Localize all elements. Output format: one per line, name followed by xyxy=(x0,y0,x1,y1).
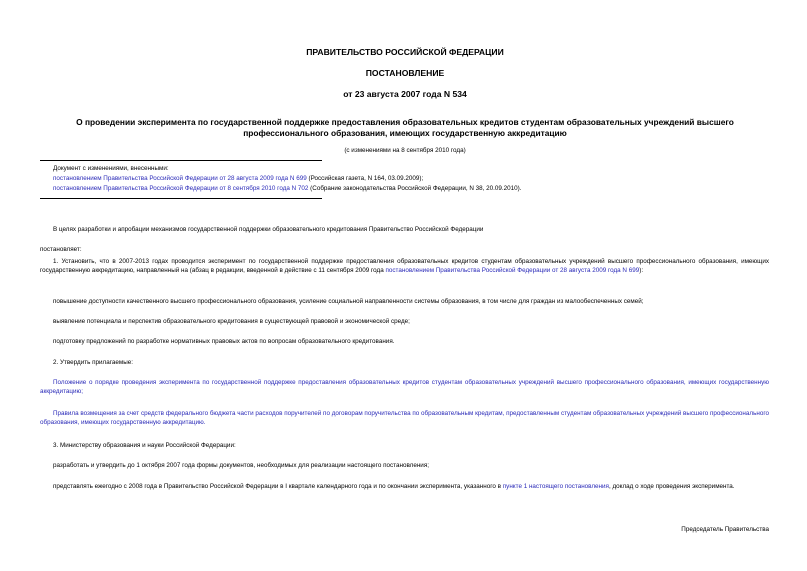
paragraph-3: 3. Министерству образования и науки Российской Федерации: xyxy=(53,442,236,449)
paragraph-3-b-link[interactable]: пункте 1 настоящего постановления xyxy=(502,483,609,490)
paragraph-1-text: 1. Установить, что в 2007-2013 годах проводится эксперимент по государственной поддержке предоставления образовательных кредитов студентам образовательных учреждений высшего профессионального образования, имеющих государственную аккредитацию, направленный на (абзац в редакции, введенной в действие с 11 сентября 2009 года xyxy=(40,258,769,274)
paragraph-2-b-link[interactable]: Правила возмещения за счет средств федерального бюджета части расходов поручителей по договорам поручительства по образовательным кредитам, предоставленным студентам образовательных учреждений высшего профессионального образования, имеющих государственную аккредитацию. xyxy=(40,410,769,426)
paragraph-2-a-link[interactable]: Положение о порядке проведения эксперимента по государственной поддержке предоставления образовательных кредитов студентам образовательных учреждений высшего профессионального образования, имеющих государственную аккредитацию; xyxy=(40,379,769,395)
document-title-line2: профессионального образования, имеющих государственную аккредитацию xyxy=(243,128,567,138)
paragraph-1-c: подготовку предложений по разработке нормативных правовых актов по вопросам образовательного кредитования. xyxy=(53,338,395,345)
paragraph-3-b-end: , доклад о ходе проведения эксперимента. xyxy=(608,483,735,490)
amendment-link-1[interactable]: постановлением Правительства Российской Федерации от 28 августа 2009 года N 699 xyxy=(53,175,307,182)
amendment-source-1: (Российская газета, N 164, 03.09.2009); xyxy=(306,175,424,182)
amendments-heading: Документ с изменениями, внесенными: xyxy=(53,165,169,172)
paragraph-3-a: разработать и утвердить до 1 октября 2007 года формы документов, необходимых для реализации настоящего постановления; xyxy=(53,462,429,469)
document-title-line1: О проведении эксперимента по государственной поддержке предоставления образовательных кредитов студентам образовательных учреждений высшего xyxy=(76,117,734,127)
paragraph-1-a: повышение доступности качественного высшего профессионального образования, усиление социальной направленности системы образования, в том числе для граждан из малообеспеченных семей; xyxy=(53,298,644,305)
amendment-link-2[interactable]: постановлением Правительства Российской Федерации от 8 сентября 2010 года N 702 xyxy=(53,185,309,192)
document-type: ПОСТАНОВЛЕНИЕ xyxy=(365,68,445,78)
government-heading: ПРАВИТЕЛЬСТВО РОССИЙСКОЙ ФЕДЕРАЦИИ xyxy=(306,47,504,57)
paragraph-1-b: выявление потенциала и перспектив образовательного кредитования в существующей правовой и экономической среде; xyxy=(53,318,410,325)
revision-note: (с изменениями на 8 сентября 2010 года) xyxy=(344,147,466,154)
intro-paragraph: В целях разработки и апробации механизмов государственной поддержки образовательного кредитования Правительство Российской Федерации xyxy=(53,226,484,233)
amendments-bottom-rule xyxy=(40,198,322,199)
paragraph-1 xyxy=(40,257,769,275)
paragraph-3-b-text: представлять ежегодно с 2008 года в Правительство Российской Федерации в I квартале календарного года и по окончании эксперимента, указанного в xyxy=(53,483,503,490)
document-date: от 23 августа 2007 года N 534 xyxy=(343,89,467,99)
amendment-item-1 xyxy=(53,174,423,183)
paragraph-3-b xyxy=(40,482,769,491)
amendment-item-2 xyxy=(53,184,522,193)
decree-word: постановляет: xyxy=(40,246,82,253)
paragraph-1-link[interactable]: постановлением Правительства Российской Федерации от 28 августа 2009 года N 699 xyxy=(385,267,640,274)
amendment-source-2: (Собрание законодательства Российской Федерации, N 38, 20.09.2010). xyxy=(308,185,522,192)
signature-title: Председатель Правительства xyxy=(681,526,769,533)
paragraph-2: 2. Утвердить прилагаемые: xyxy=(53,359,133,366)
paragraph-1-end: ): xyxy=(639,267,644,274)
amendments-top-rule xyxy=(40,160,322,161)
